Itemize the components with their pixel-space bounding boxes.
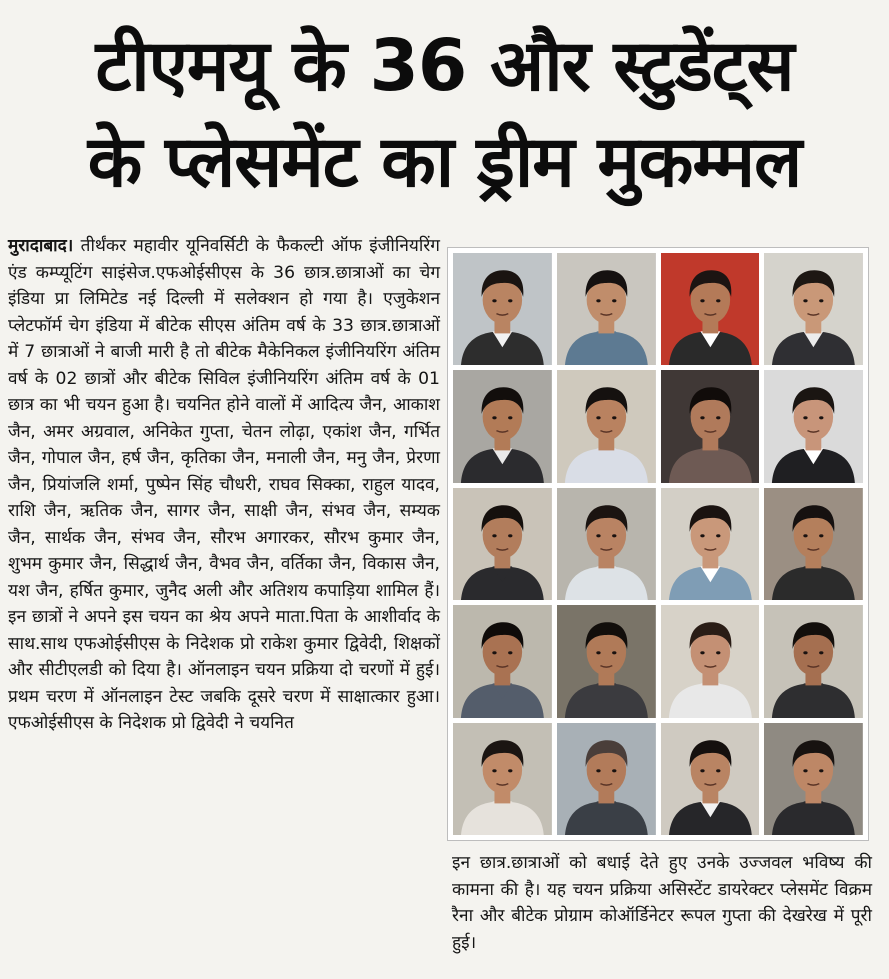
headline-line-2: के प्लेसमेंट का ड्रीम मुकम्मल: [87, 120, 802, 203]
portrait-image: [764, 605, 863, 717]
student-photo: [453, 253, 552, 365]
portrait-image: [453, 488, 552, 600]
portrait-image: [557, 253, 656, 365]
article-body: [8, 233, 440, 737]
student-photo: [557, 605, 656, 717]
student-photo: [661, 253, 760, 365]
article-continuation: इन छात्र.छात्राओं को बधाई देते हुए उनके उज्जवल भविष्य की कामना की है। यह चयन प्रक्रिया असिस्टेंट डायरेक्टर प्लेसमेंट विक्रम रैना और बीटेक प्रोग्राम कोऑर्डिनेटर रूपल गुप्ता की देखरेख में पूरी हुई।: [452, 853, 872, 953]
student-photo: [764, 488, 863, 600]
portrait-image: [764, 253, 863, 365]
student-photo: [661, 370, 760, 482]
student-photo: [557, 488, 656, 600]
headline: [0, 18, 889, 210]
portrait-image: [661, 723, 760, 835]
dateline: मुरादाबाद।: [8, 236, 74, 256]
student-photo: [557, 723, 656, 835]
student-photo: [661, 605, 760, 717]
headline-line-1: टीएमयू के 36 और स्टुडेंट्स: [95, 24, 794, 107]
portrait-image: [764, 723, 863, 835]
student-photo: [764, 605, 863, 717]
portrait-image: [453, 370, 552, 482]
student-photo: [557, 370, 656, 482]
student-photo: [453, 370, 552, 482]
student-photo: [764, 370, 863, 482]
portrait-image: [661, 488, 760, 600]
student-photo-grid: [447, 247, 869, 841]
portrait-image: [764, 370, 863, 482]
portrait-image: [453, 605, 552, 717]
portrait-image: [557, 488, 656, 600]
portrait-image: [764, 488, 863, 600]
student-photo: [453, 605, 552, 717]
portrait-image: [661, 605, 760, 717]
article-text: तीर्थंकर महावीर यूनिवर्सिटी के फैकल्टी ऑफ इंजीनियरिंग एंड कम्प्यूटिंग साइंसेज.एफओईसीएस के 36 छात्र.छात्राओं का चेग इंडिया प्रा लिमिटेड नई दिल्ली में सलेक्शन हो गया है। एजुकेशन प्लेटफॉर्म चेग इंडिया में बीटेक सीएस अंतिम वर्ष के 33 छात्र.छात्राओं में 7 छात्राओं ने बाजी मारी है तो बीटेक मैकेनिकल इंजीनियरिंग अंतिम वर्ष के 02 छात्रों और बीटेक सिविल इंजीनियरिंग अंतिम वर्ष के 01 छात्र का भी चयन हुआ है। चयनित होने वालों में आदित्य जैन, आकाश जैन, अमर अग्रवाल, अनिकेत गुप्ता, चेतन लोढ़ा, एकांश जैन, गर्भित जैन, गोपाल जैन, हर्ष जैन, कृतिका जैन, मनाली जैन, मनु जैन, प्रेरणा जैन, प्रियांजलि शर्मा, पुष्पेन सिंह चौधरी, राघव सिक्का, राहुल यादव, राशि जैन, ऋतिक जैन, सागर जैन, साक्षी जैन, संभव जैन, सम्यक जैन, सार्थक जैन, संभव जैन, सौरभ अगारकर, सौरभ कुमार जैन, शुभम कुमार जैन, सिद्धार्थ जैन, वैभव जैन, वर्तिका जैन, विकास जैन, यश जैन, हर्षित कुमार, जुनैद अली और अतिशय कपाड़िया शामिल हैं। इन छात्रों ने अपने इस चयन का श्रेय अपने माता.पिता के आशीर्वाद के साथ.साथ एफओईसीएस के निदेशक प्रो राकेश कुमार द्विवेदी, शिक्षकों और सीटीएलडी को दिया है। ऑनलाइन चयन प्रक्रिया दो चरणों में हुई। प्रथम चरण में ऑनलाइन टेस्ट जबकि दूसरे चरण में साक्षात्कार हुआ। एफओईसीएस के निदेशक प्रो द्विवेदी ने चयनित: [8, 236, 440, 733]
student-photo: [557, 253, 656, 365]
student-photo: [764, 253, 863, 365]
portrait-image: [453, 253, 552, 365]
portrait-image: [661, 253, 760, 365]
student-photo: [453, 723, 552, 835]
student-photo: [661, 488, 760, 600]
portrait-image: [557, 723, 656, 835]
portrait-image: [557, 605, 656, 717]
student-photo: [661, 723, 760, 835]
portrait-image: [453, 723, 552, 835]
portrait-image: [661, 370, 760, 482]
student-photo: [764, 723, 863, 835]
student-photo: [453, 488, 552, 600]
portrait-image: [557, 370, 656, 482]
